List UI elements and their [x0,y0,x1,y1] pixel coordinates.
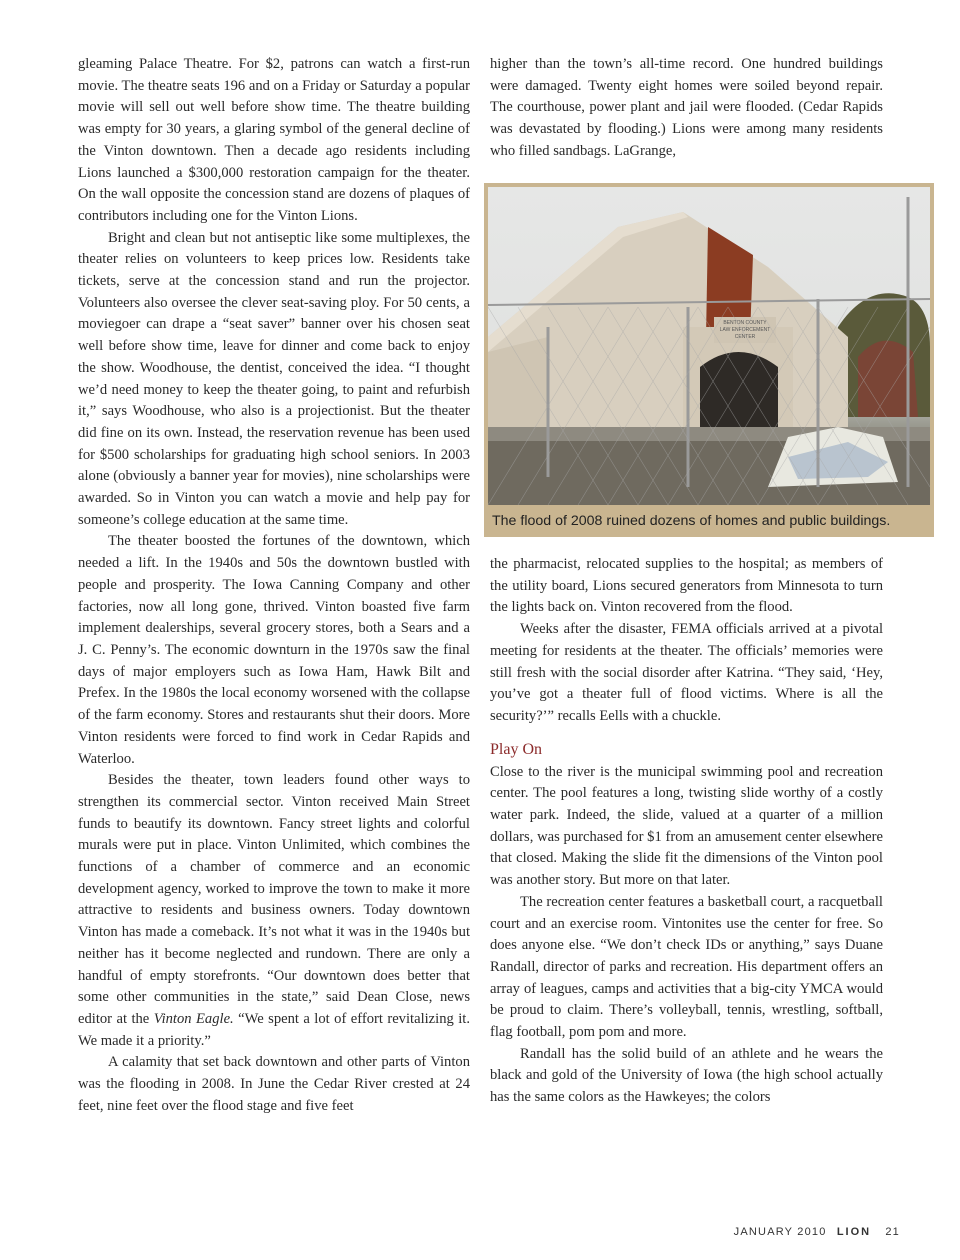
page-footer [734,1226,900,1238]
right-column-bottom [490,554,883,1109]
paragraph: A calamity that set back downtown and other parts of Vinton was the flooding in 2008. In June the Cedar River crested at 24 feet, nine feet over the flood stage and five feet [78,1054,470,1114]
photo-caption: The flood of 2008 ruined dozens of homes and public buildings. [492,513,891,529]
page-number: 21 [885,1226,900,1238]
paragraph: Close to the river is the municipal swimming pool and recreation center. The pool features a long, twisting slide worthy of a costly water park. Indeed, the slide, valued at a quarter of a million dollars, was purchased for $1 from an amusement center elsewhere that closed. Making the slide fit the dimensions of the Vinton pool was another story. But more on that later. [490,763,883,889]
paragraph: Randall has the solid build of an athlete and he wears the black and gold of the University of Iowa (the high school actually has the same colors as the Hawkeyes; the colors [490,1045,883,1106]
paragraph: Weeks after the disaster, FEMA officials arrived at a pivotal meeting for residents at the theater. The officials’ memories were still fresh with the social disorder after Katrina. “They said, ‘Hey, you’ve got a theater full of flood victims. Where is all the security?’” recalls Eells with a chuckle. [490,621,883,724]
photo-frame [484,183,934,537]
sign-text: LAW ENFORCEMENT [719,327,771,333]
sign-text: BENTON COUNTY [723,320,767,326]
flood-photo [488,187,930,505]
sign-text: CENTER [734,334,756,340]
magazine-name: LION [836,1226,872,1238]
paragraph: higher than the town’s all-time record. One hundred buildings were damaged. Twenty eight homes were soiled beyond repair. The courthouse, power plant and jail were flooded. (Cedar Rapids was devastated by flooding.) Lions were among many residents who filled sandbags. LaGrange, [490,56,883,159]
text-run: Besides the theater, town leaders found other ways to strengthen its commercial sector. Vinton received Main Street funds to beautify its downtown. Fancy street lights and colorful murals were put in place. Vinton Unlimited, which combines the functions of a chamber of commerce and an economic development agency, worked to improve the town to make it more attractive to residents and business owners. Today downtown Vinton has made a comeback. It’s not what it was in the 1940s but neither has it become neglected and rundown. There are only a handful of empty storefronts. “Our downtown does better that some other communities in the state,” said Dean Close, news editor at the [78,772,470,1027]
paragraph: The theater boosted the fortunes of the downtown, which needed a lift. In the 1940s and 50s the downtown bustled with people and prosperity. The Iowa Canning Company and other factories, now all long gone, thrived. Vinton boasted five farm implement dealerships, several grocery stores, both a Sears and a J. C. Penny’s. The economic downturn in the 1970s saw the final days of major employers such as Iowa Ham, Hawk Bilt and Prefex. In the 1980s the local economy worsened with the collapse of the farm economy. Stores and restaurants shut their doors. More Vinton residents were forced to find work in Cedar Rapids and Waterloo. [78,533,470,767]
section-subhead: Play On [490,740,542,758]
paragraph: the pharmacist, relocated supplies to the hospital; as members of the utility board, Lions secured generators from Minnesota to turn the lights back on. Vinton recovered from the flood. [490,556,883,616]
issue-date: JANUARY 2010 [733,1226,827,1238]
text-run: “We spent a lot of effort revitalizing it. We made it a priority.” [78,1010,470,1049]
building-illustration [488,187,930,505]
left-column [78,54,470,1117]
right-column-top [490,54,883,163]
publication-name: Vinton Eagle. [153,1010,234,1027]
paragraph [78,770,470,1052]
paragraph: Bright and clean but not antiseptic like some multiplexes, the theater relies on volunteers to keep prices low. Residents take tickets, serve at the concession stand and run the projector. Volunteers also oversee the clever seat-saving ploy. For 50 cents, a moviegoer can drape a “seat saver” banner over his chosen seat well before show time, leave for dinner and come back to enjoy the show. Woodhouse, the dentist, conceived the idea. “I thought we’d need money to keep the theater going, to paint and refurbish it,” says Woodhouse, who also is a projectionist. But the theater did fine on its own. Instead, the reservation revenue has been used for $500 scholarships for graduating high school seniors. In 2003 alone (obviously a banner year for movies), nine scholarships were awarded. So in Vinton you can watch a movie and help pay for someone’s college education at the same time. [78,229,470,528]
paragraph: The recreation center features a basketball court, a racquetball court and an exercise room. Vintonites use the center for free. So does anyone else. “We don’t check IDs or anything,” says Duane Randall, director of parks and recreation. His department offers an array of leagues, camps and activities that a big-city YMCA would be proud to claim. There’s volleyball, tennis, wrestling, softball, flag football, pom pom and more. [490,893,883,1041]
paragraph: gleaming Palace Theatre. For $2, patrons can watch a first-run movie. The theatre seats 196 and on a Friday or Saturday a popular movie will sell out well before show time. The theatre building was empty for 30 years, a glaring symbol of the general decline of the Vinton downtown. Then a decade ago residents including Lions launched a $300,000 restoration campaign for the theater. On the wall opposite the concession stand are dozens of plaques of contributors including one for the Vinton Lions. [78,56,470,224]
